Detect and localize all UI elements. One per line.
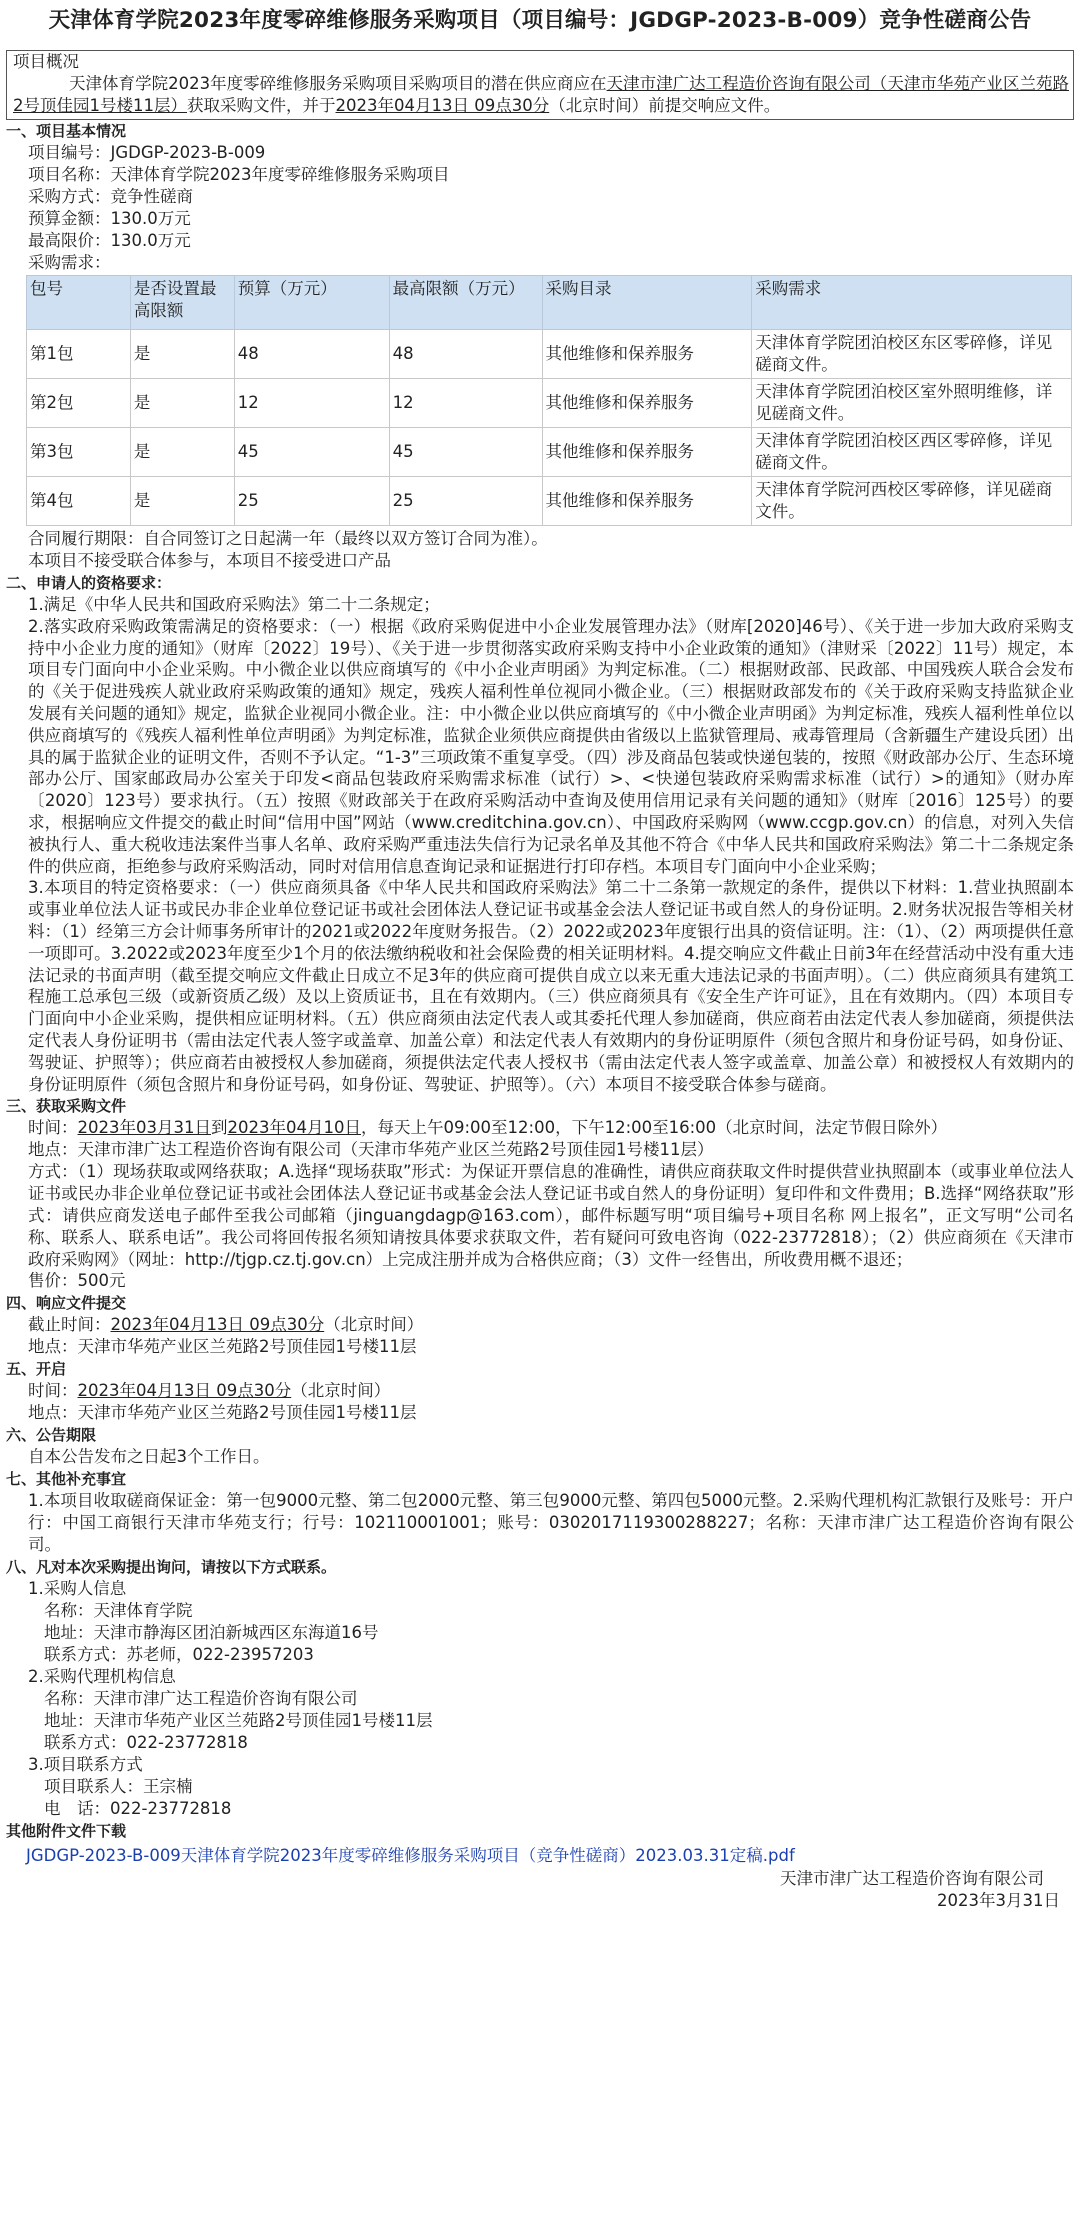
project-contact-heading: 3.项目联系方式 bbox=[28, 1754, 143, 1774]
qualification-item: 2.落实政府采购政策需满足的资格要求：（一）根据《政府采购促进中小企业发展管理办法》（财库[2020]46号）、《关于进一步加大政府采购支持中小企业力度的通知》（财库〔2022〕19号）、《关于进一步贯彻落实政府采购支持中小企业政策的通知》（津财采〔2022〕11号）规定，本项目专门面向中小企业采购。中小微企业以供应商填写的《中小企业声明函》为判定标准。（二）根据财政部、民政部、中国残疾人联合会发布的《关于促进残疾人就业政府采购政策的通知》规定，残疾人福利性单位视同小微企业。（三）根据财政部发布的《关于政府采购支持监狱企业发展有关问题的通知》规定，监狱企业视同小微企业。注：中小微企业以供应商填写的《中小微企业声明函》为判定标准，残疾人福利性单位以供应商填写的《残疾人福利性单位声明函》为判定标准，监狱企业须供应商提供由省级以上监狱管理局、戒毒管理局（含新疆生产建设兵团）出具的属于监狱企业的证明文件，否则不予认定。“1-3”三项政策不重复享受。（四）涉及商品包装或快递包装的，按照《财政部办公厅、生态环境部办公厅、国家邮政局办公室关于印发<商品包装政府采购需求标准（试行）>、<快递包装政府采购需求标准（试行）>的通知》（财办库〔2020〕123号）要求执行。（五）按照《财政部关于在政府采购活动中查询及使用信用记录有关问题的通知》（财库〔2016〕125号）的要求，根据响应文件提交的截止时间“信用中国”网站（www.creditchina.gov.cn）、中国政府采购网（www.ccgp.gov.cn）的信息，对列入失信被执行人、重大税收违法案件当事人名单、政府采购严重违法失信行为记录名单及其他不符合《中华人民共和国政府采购法》第二十二条规定条件的供应商，拒绝参与政府采购活动，同时对信用信息查询记录和证据进行打印存档。本项目专门面向中小企业采购； bbox=[28, 616, 1074, 876]
overview-text: 天津体育学院2023年度零碎维修服务采购项目采购项目的潜在供应商应在天津市津广达工程造价咨询有限公司（天津市华苑产业区兰苑路2号顶佳园1号楼11层）获取采购文件，并于2023年04月13日 09点30分（北京时间）前提交响应文件。 bbox=[13, 74, 1069, 115]
info-line: 项目名称：天津体育学院2023年度零碎维修服务采购项目 bbox=[28, 165, 450, 184]
contract-period: 合同履行期限：自合同签订之日起满一年（最终以双方签订合同为准）。 bbox=[28, 529, 548, 548]
overview-label: 项目概况 bbox=[13, 52, 79, 71]
table-cell: 12 bbox=[234, 379, 389, 428]
table-header-row bbox=[27, 276, 1072, 330]
table-cell: 第1包 bbox=[27, 330, 131, 379]
table-cell: 48 bbox=[234, 330, 389, 379]
section-heading-obtain-documents: 三、获取采购文件 bbox=[6, 1097, 127, 1116]
table-cell: 45 bbox=[389, 428, 542, 477]
table-row bbox=[27, 330, 1072, 379]
section-heading-submission: 四、响应文件提交 bbox=[6, 1294, 127, 1313]
table-header-cell: 采购目录 bbox=[542, 276, 752, 330]
info-line: 项目编号：JGDGP-2023-B-009 bbox=[28, 143, 266, 162]
buyer-contact: 联系方式：苏老师，022-23957203 bbox=[44, 1644, 314, 1664]
announcement-page bbox=[6, 0, 1074, 1912]
submission-deadline: 截止时间：2023年04月13日 09点30分（北京时间） bbox=[28, 1315, 424, 1335]
agency-contact: 联系方式：022-23772818 bbox=[44, 1732, 248, 1752]
table-cell: 是 bbox=[130, 477, 234, 526]
agency-name: 名称：天津市津广达工程造价咨询有限公司 bbox=[44, 1688, 358, 1708]
info-line: 采购需求： bbox=[28, 253, 111, 272]
section-heading-notice-period: 六、公告期限 bbox=[6, 1426, 97, 1445]
qualification-item: 3.本项目的特定资格要求：（一）供应商须具备《中华人民共和国政府采购法》第二十二条第一款规定的条件，提供以下材料：1.营业执照副本或事业单位法人证书或民办非企业单位登记证书或社会团体法人登记证书或基金会法人登记证书或自然人的身份证明。2.财务状况报告等相关材料：（1）经第三方会计师事务所审计的2021或2022年度财务报告。（2）2022或2023年度银行出具的资信证明。注：（1）、（2）两项提供任意一项即可。3.2022或2023年度至少1个月的依法缴纳税收和社会保险费的相关证明材料。4.提交响应文件截止日前3年在经营活动中没有重大违法记录的书面声明（截至提交响应文件截止日成立不足3年的供应商可提供自成立以来无重大违法记录的书面声明）。（二）供应商须具有建筑工程施工总承包三级（或新资质乙级）及以上资质证书，且在有效期内。（三）供应商须具有《安全生产许可证》，且在有效期内。（四）本项目专门面向中小企业采购，提供相应证明材料。（五）供应商须由法定代表人或其委托代理人参加磋商，供应商若由法定代表人参加磋商，须提供法定代表人身份证明书（需由法定代表人签字或盖章、加盖公章）和法定代表人有效期内的身份证明原件（须包含照片和身份证号码，如身份证、驾驶证、护照等）；供应商若由被授权人参加磋商，须提供法定代表人授权书（需由法定代表人签字或盖章、加盖公章）和被授权人有效期内的身份证明原件（须包含照片和身份证号码，如身份证、驾驶证、护照等）。（六）本项目不接受联合体参与磋商。 bbox=[28, 878, 1074, 1094]
project-overview-box bbox=[6, 50, 1074, 120]
project-contact-person: 项目联系人：王宗楠 bbox=[44, 1776, 193, 1796]
info-line: 最高限价：130.0万元 bbox=[28, 231, 191, 250]
notice-period-text: 自本公告发布之日起3个工作日。 bbox=[28, 1447, 270, 1467]
table-row bbox=[27, 428, 1072, 477]
table-header-cell: 预算（万元） bbox=[234, 276, 389, 330]
obtain-place: 地点：天津市津广达工程造价咨询有限公司（天津市华苑产业区兰苑路2号顶佳园1号楼11层） bbox=[28, 1140, 714, 1160]
table-row bbox=[27, 379, 1072, 428]
info-line: 采购方式：竞争性磋商 bbox=[28, 187, 193, 206]
opening-time: 时间：2023年04月13日 09点30分（北京时间） bbox=[28, 1381, 391, 1401]
section-heading-other-matters: 七、其他补充事宜 bbox=[6, 1470, 127, 1489]
project-contact-phone: 电 话：022-23772818 bbox=[44, 1798, 232, 1818]
buyer-name: 名称：天津体育学院 bbox=[44, 1600, 193, 1620]
table-cell: 其他维修和保养服务 bbox=[542, 428, 752, 477]
page-title: 天津体育学院2023年度零碎维修服务采购项目（项目编号：JGDGP-2023-B-009）竞争性磋商公告 bbox=[48, 8, 1032, 33]
table-cell: 第2包 bbox=[27, 379, 131, 428]
table-cell: 45 bbox=[234, 428, 389, 477]
table-cell: 第4包 bbox=[27, 477, 131, 526]
table-cell: 天津体育学院团泊校区西区零碎修，详见磋商文件。 bbox=[752, 428, 1072, 477]
procurement-requirements-table bbox=[26, 275, 1072, 526]
table-cell: 天津体育学院团泊校区东区零碎修，详见磋商文件。 bbox=[752, 330, 1072, 379]
table-cell: 其他维修和保养服务 bbox=[542, 477, 752, 526]
agency-address: 地址：天津市华苑产业区兰苑路2号顶佳园1号楼11层 bbox=[44, 1710, 433, 1730]
obtain-time: 时间：2023年03月31日到2023年04月10日，每天上午09:00至12:00，下午12:00至16:00（北京时间，法定节假日除外） bbox=[28, 1118, 948, 1138]
table-cell: 是 bbox=[130, 330, 234, 379]
buyer-info-heading: 1.采购人信息 bbox=[28, 1578, 127, 1598]
other-matters-text: 1.本项目收取磋商保证金：第一包9000元整、第二包2000元整、第三包9000元整、第四包5000元整。2.采购代理机构汇款银行及账号：开户行：中国工商银行天津市华苑支行；行号：102110001001；账号：0302017119300288227；名称：天津市津广达工程造价咨询有限公司。 bbox=[28, 1491, 1074, 1554]
table-cell: 天津体育学院河西校区零碎修，详见磋商文件。 bbox=[752, 477, 1072, 526]
section-heading-basic-info: 一、项目基本情况 bbox=[6, 122, 127, 140]
table-header-cell: 是否设置最高限额 bbox=[130, 276, 234, 330]
document-price: 售价：500元 bbox=[28, 1271, 126, 1291]
table-header-cell: 最高限额（万元） bbox=[389, 276, 542, 330]
table-cell: 其他维修和保养服务 bbox=[542, 379, 752, 428]
section-heading-qualifications: 二、申请人的资格要求： bbox=[6, 574, 172, 592]
table-cell: 25 bbox=[389, 477, 542, 526]
table-cell: 其他维修和保养服务 bbox=[542, 330, 752, 379]
table-row bbox=[27, 477, 1072, 526]
table-header-cell: 采购需求 bbox=[752, 276, 1072, 330]
qualification-item: 1.满足《中华人民共和国政府采购法》第二十二条规定； bbox=[28, 595, 440, 614]
info-line: 预算金额：130.0万元 bbox=[28, 209, 191, 228]
table-header-cell: 包号 bbox=[27, 276, 131, 330]
issue-date: 2023年3月31日 bbox=[937, 1890, 1060, 1910]
table-cell: 是 bbox=[130, 379, 234, 428]
submission-place: 地点：天津市华苑产业区兰苑路2号顶佳园1号楼11层 bbox=[28, 1337, 417, 1357]
opening-place: 地点：天津市华苑产业区兰苑路2号顶佳园1号楼11层 bbox=[28, 1403, 417, 1423]
agency-info-heading: 2.采购代理机构信息 bbox=[28, 1666, 176, 1686]
attachment-download-link[interactable]: JGDGP-2023-B-009天津体育学院2023年度零碎维修服务采购项目（竞争性磋商）2023.03.31定稿.pdf bbox=[26, 1845, 795, 1865]
buyer-address: 地址：天津市静海区团泊新城西区东海道16号 bbox=[44, 1622, 379, 1642]
table-cell: 12 bbox=[389, 379, 542, 428]
section-heading-opening: 五、开启 bbox=[6, 1360, 67, 1379]
table-cell: 48 bbox=[389, 330, 542, 379]
table-cell: 是 bbox=[130, 428, 234, 477]
table-cell: 天津体育学院团泊校区室外照明维修，详见磋商文件。 bbox=[752, 379, 1072, 428]
table-cell: 第3包 bbox=[27, 428, 131, 477]
table-cell: 25 bbox=[234, 477, 389, 526]
attachments-heading: 其他附件文件下载 bbox=[6, 1821, 127, 1840]
section-heading-contacts: 八、凡对本次采购提出询问，请按以下方式联系。 bbox=[6, 1557, 337, 1576]
consortium-note: 本项目不接受联合体参与，本项目不接受进口产品 bbox=[28, 551, 391, 570]
issuer-name: 天津市津广达工程造价咨询有限公司 bbox=[780, 1868, 1044, 1888]
obtain-method: 方式：（1）现场获取或网络获取；A.选择“现场获取”形式：为保证开票信息的准确性，请供应商获取文件时提供营业执照副本（或事业单位法人证书或民办非企业单位登记证书或社会团体法人登记证书或基金会法人登记证书或自然人的身份证明）复印件和文件费用；B.选择“网络获取”形式：请供应商发送电子邮件至我公司邮箱（jinguangdagp@163.com），邮件标题写明“项目编号+项目名称 网上报名”，正文写明“公司名称、联系人、联系电话”。我公司将回传报名须知请按具体要求获取文件，若有疑问可致电咨询（022-23772818）；（2）供应商须在《天津市政府采购网》（网址：http://tjgp.cz.tj.gov.cn）上完成注册并成为合格供应商；（3）文件一经售出，所收费用概不退还； bbox=[28, 1162, 1074, 1269]
